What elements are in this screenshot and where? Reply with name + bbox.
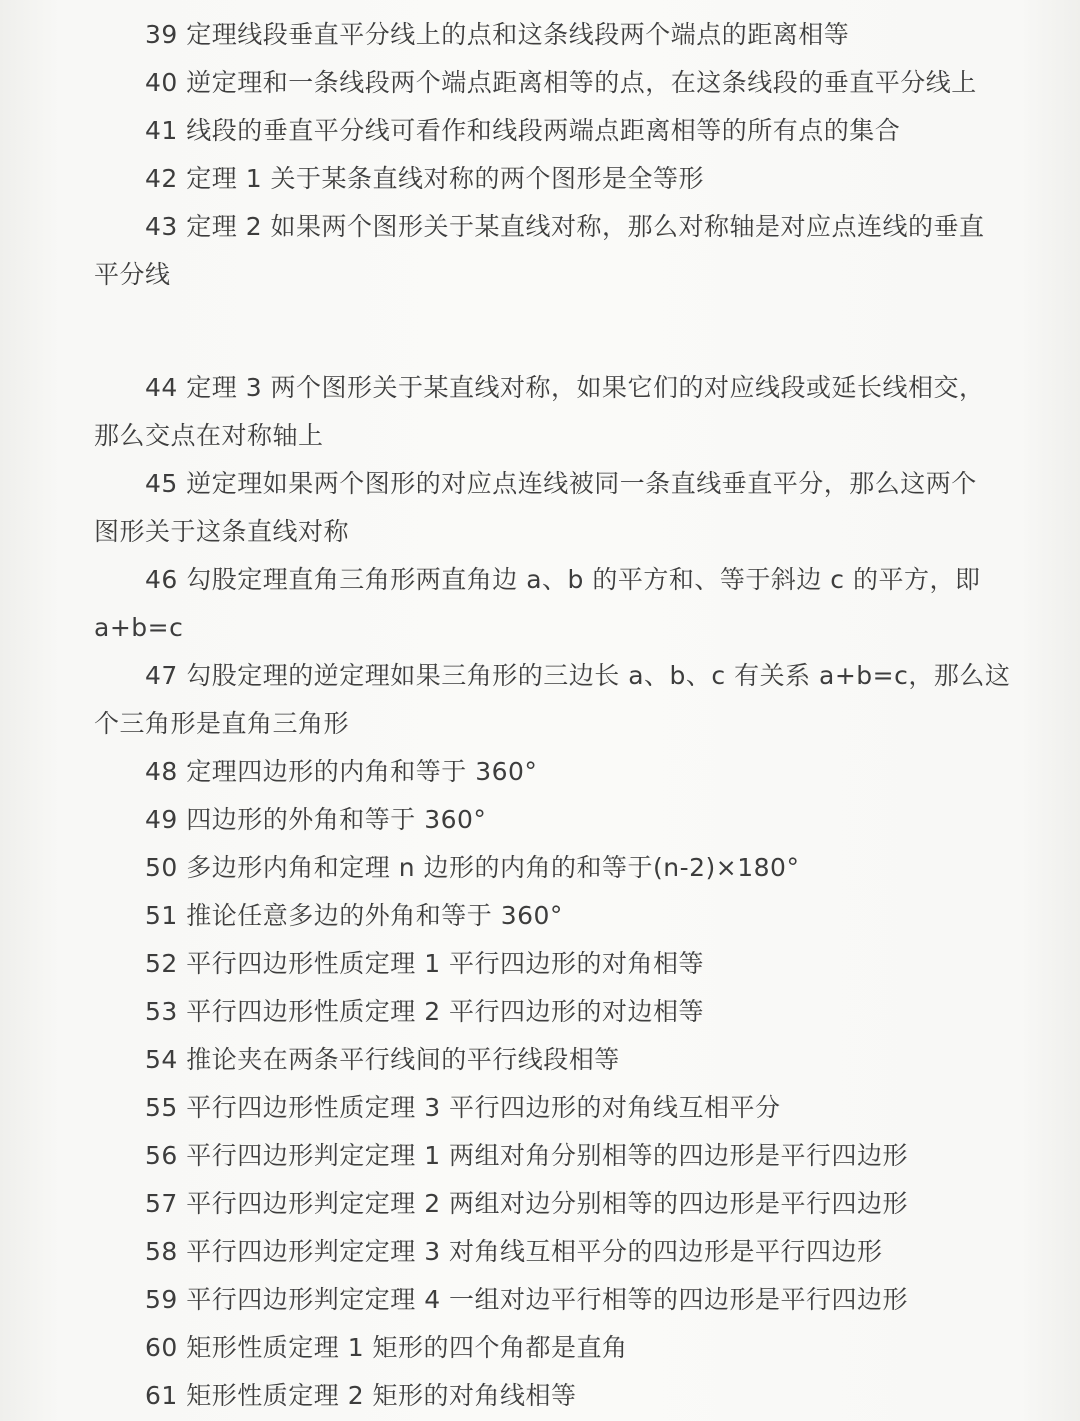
theorem-56-line-1: 56 平行四边形判定定理 1 两组对角分别相等的四边形是平行四边形	[145, 1141, 909, 1170]
theorem-50-line-1: 50 多边形内角和定理 n 边形的内角的和等于(n-2)×180°	[145, 853, 800, 882]
theorem-54-line-1: 54 推论夹在两条平行线间的平行线段相等	[145, 1045, 620, 1074]
theorem-59-line-1: 59 平行四边形判定定理 4 一组对边平行相等的四边形是平行四边形	[145, 1285, 909, 1314]
theorem-48-line-1: 48 定理四边形的内角和等于 360°	[145, 757, 538, 786]
theorem-51-line-1: 51 推论任意多边的外角和等于 360°	[145, 901, 563, 930]
theorem-43-line-2: 平分线	[94, 260, 171, 289]
theorem-58-line-1: 58 平行四边形判定定理 3 对角线互相平分的四边形是平行四边形	[145, 1237, 883, 1266]
theorem-44-line-1: 44 定理 3 两个图形关于某直线对称，如果它们的对应线段或延长线相交，	[145, 373, 985, 402]
theorem-43-line-1: 43 定理 2 如果两个图形关于某直线对称，那么对称轴是对应点连线的垂直	[145, 212, 985, 241]
theorem-41-line-1: 41 线段的垂直平分线可看作和线段两端点距离相等的所有点的集合	[145, 116, 901, 145]
theorem-55-line-1: 55 平行四边形性质定理 3 平行四边形的对角线互相平分	[145, 1093, 781, 1122]
theorem-61-line-1: 61 矩形性质定理 2 矩形的对角线相等	[145, 1381, 577, 1410]
theorem-47-line-2: 个三角形是直角三角形	[94, 709, 350, 738]
theorem-53-line-1: 53 平行四边形性质定理 2 平行四边形的对边相等	[145, 997, 705, 1026]
theorem-52-line-1: 52 平行四边形性质定理 1 平行四边形的对角相等	[145, 949, 705, 978]
theorem-60-line-1: 60 矩形性质定理 1 矩形的四个角都是直角	[145, 1333, 628, 1362]
theorem-42-line-1: 42 定理 1 关于某条直线对称的两个图形是全等形	[145, 164, 705, 193]
theorem-39-line-1: 39 定理线段垂直平分线上的点和这条线段两个端点的距离相等	[145, 20, 850, 49]
theorem-47-line-1: 47 勾股定理的逆定理如果三角形的三边长 a、b、c 有关系 a+b=c，那么这	[145, 661, 1011, 690]
theorem-46-line-2: a+b=c	[94, 613, 184, 642]
theorem-45-line-1: 45 逆定理如果两个图形的对应点连线被同一条直线垂直平分，那么这两个	[145, 469, 977, 498]
theorem-44-line-2: 那么交点在对称轴上	[94, 421, 324, 450]
theorem-45-line-2: 图形关于这条直线对称	[94, 517, 350, 546]
theorem-49-line-1: 49 四边形的外角和等于 360°	[145, 805, 487, 834]
theorem-57-line-1: 57 平行四边形判定定理 2 两组对边分别相等的四边形是平行四边形	[145, 1189, 909, 1218]
theorem-40-line-1: 40 逆定理和一条线段两个端点距离相等的点，在这条线段的垂直平分线上	[145, 68, 977, 97]
theorem-46-line-1: 46 勾股定理直角三角形两直角边 a、b 的平方和、等于斜边 c 的平方，即	[145, 565, 981, 594]
